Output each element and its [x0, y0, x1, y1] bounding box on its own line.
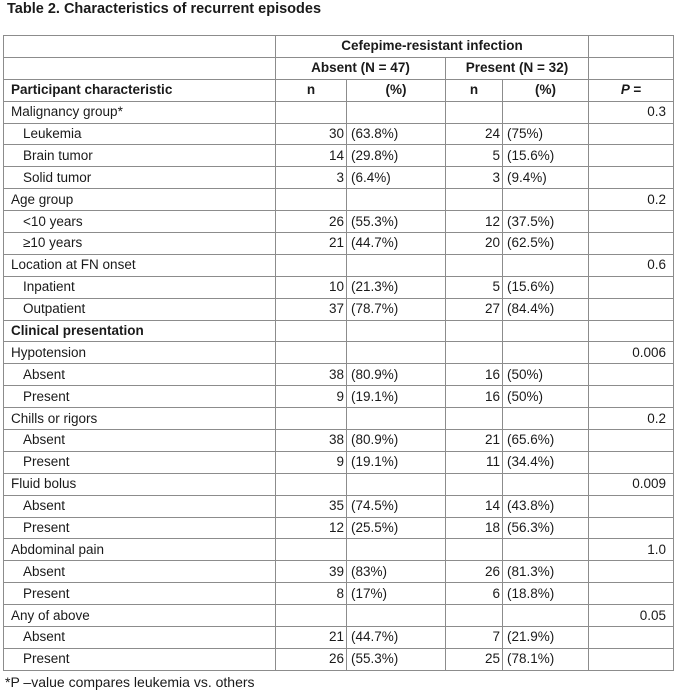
table-row: [4, 517, 674, 539]
present-pct-cell: (75%): [503, 123, 589, 145]
p-value-cell: 0.009: [589, 473, 674, 495]
absent-pct-cell: (6.4%): [347, 167, 446, 189]
absent-n-cell: 9: [276, 386, 347, 408]
absent-pct-cell: (19.1%): [347, 451, 446, 473]
p-value-cell: 0.006: [589, 342, 674, 364]
present-n-cell: [446, 539, 503, 561]
row-group-label: Abdominal pain: [4, 539, 276, 561]
absent-n-cell: [276, 408, 347, 430]
table-row: [4, 276, 674, 298]
row-label: Inpatient: [4, 276, 276, 298]
row-label: Absent: [4, 430, 276, 452]
p-value-cell: [589, 211, 674, 233]
p-value-cell: [589, 233, 674, 255]
present-n-cell: 26: [446, 561, 503, 583]
table-row: [4, 583, 674, 605]
absent-pct-cell: [347, 605, 446, 627]
absent-n-cell: 12: [276, 517, 347, 539]
present-pct-cell: [503, 254, 589, 276]
p-value-cell: [589, 364, 674, 386]
row-label: Present: [4, 451, 276, 473]
p-value-cell: [589, 627, 674, 649]
absent-pct-header: (%): [347, 79, 446, 101]
p-value-cell: [589, 561, 674, 583]
row-group-label: Any of above: [4, 605, 276, 627]
row-label: Present: [4, 517, 276, 539]
row-label: Leukemia: [4, 123, 276, 145]
absent-pct-cell: [347, 254, 446, 276]
present-n-cell: 20: [446, 233, 503, 255]
present-n-cell: 11: [446, 451, 503, 473]
p-value-cell: [589, 583, 674, 605]
table-row: [4, 342, 674, 364]
absent-pct-cell: (29.8%): [347, 145, 446, 167]
table-row: [4, 189, 674, 211]
present-n-cell: [446, 189, 503, 211]
absent-pct-cell: (83%): [347, 561, 446, 583]
p-value-cell: [589, 495, 674, 517]
absent-pct-cell: (44.7%): [347, 233, 446, 255]
present-pct-cell: [503, 189, 589, 211]
p-value-cell: [589, 430, 674, 452]
present-pct-cell: (43.8%): [503, 495, 589, 517]
absent-n-cell: 38: [276, 430, 347, 452]
row-label: Brain tumor: [4, 145, 276, 167]
p-value-cell: 0.3: [589, 101, 674, 123]
row-group-label: Hypotension: [4, 342, 276, 364]
group-header: Cefepime-resistant infection: [276, 36, 589, 58]
present-pct-cell: [503, 101, 589, 123]
row-group-label: Location at FN onset: [4, 254, 276, 276]
row-label: Absent: [4, 627, 276, 649]
table-row: [4, 364, 674, 386]
present-pct-cell: (62.5%): [503, 233, 589, 255]
table-row: [4, 320, 674, 342]
p-value-cell: 0.05: [589, 605, 674, 627]
row-group-label: Clinical presentation: [4, 320, 276, 342]
present-n-cell: 25: [446, 648, 503, 670]
absent-n-cell: 8: [276, 583, 347, 605]
p-value-header: P =: [589, 79, 674, 101]
absent-pct-cell: [347, 342, 446, 364]
participant-characteristic-header: Participant characteristic: [4, 79, 276, 101]
present-n-cell: [446, 254, 503, 276]
present-pct-cell: (78.1%): [503, 648, 589, 670]
p-value-cell: [589, 123, 674, 145]
row-label: Present: [4, 583, 276, 605]
header-row-1: [4, 36, 674, 58]
characteristics-table: [3, 35, 674, 671]
absent-n-cell: [276, 605, 347, 627]
row-label: Present: [4, 386, 276, 408]
table-row: [4, 539, 674, 561]
absent-pct-cell: [347, 408, 446, 430]
present-pct-cell: [503, 320, 589, 342]
absent-n-cell: 9: [276, 451, 347, 473]
present-n-cell: 16: [446, 364, 503, 386]
present-n-cell: 24: [446, 123, 503, 145]
present-pct-header: (%): [503, 79, 589, 101]
table-row: [4, 430, 674, 452]
table-row: [4, 408, 674, 430]
header-blank-cell: [589, 57, 674, 79]
present-pct-cell: [503, 605, 589, 627]
header-blank-cell: [4, 36, 276, 58]
present-n-cell: [446, 605, 503, 627]
row-label: ≥10 years: [4, 233, 276, 255]
present-n-cell: 21: [446, 430, 503, 452]
absent-n-cell: 14: [276, 145, 347, 167]
present-n-cell: 7: [446, 627, 503, 649]
p-value-cell: [589, 145, 674, 167]
absent-n-cell: [276, 189, 347, 211]
row-label: Absent: [4, 561, 276, 583]
present-n-cell: [446, 101, 503, 123]
absent-n-header: n: [276, 79, 347, 101]
p-value-cell: [589, 386, 674, 408]
absent-pct-cell: (17%): [347, 583, 446, 605]
header-row-3: [4, 79, 674, 101]
table-row: [4, 298, 674, 320]
table-row: [4, 167, 674, 189]
absent-n-cell: [276, 254, 347, 276]
present-pct-cell: (56.3%): [503, 517, 589, 539]
present-pct-cell: (81.3%): [503, 561, 589, 583]
table-row: [4, 233, 674, 255]
absent-n-cell: 39: [276, 561, 347, 583]
row-group-label: Chills or rigors: [4, 408, 276, 430]
absent-n-cell: 26: [276, 648, 347, 670]
row-label: Present: [4, 648, 276, 670]
footnote: *P –value compares leukemia vs. others: [5, 674, 255, 690]
present-pct-cell: (15.6%): [503, 145, 589, 167]
absent-n-cell: [276, 473, 347, 495]
absent-n-cell: [276, 320, 347, 342]
present-n-cell: 18: [446, 517, 503, 539]
p-value-cell: [589, 320, 674, 342]
present-pct-cell: (34.4%): [503, 451, 589, 473]
present-pct-cell: (15.6%): [503, 276, 589, 298]
present-pct-cell: [503, 473, 589, 495]
present-n-cell: 14: [446, 495, 503, 517]
absent-pct-cell: (19.1%): [347, 386, 446, 408]
present-pct-cell: (84.4%): [503, 298, 589, 320]
table-row: [4, 145, 674, 167]
present-pct-cell: [503, 408, 589, 430]
table-row: [4, 605, 674, 627]
table-row: [4, 254, 674, 276]
p-value-cell: 0.2: [589, 189, 674, 211]
absent-pct-cell: [347, 320, 446, 342]
p-value-cell: [589, 517, 674, 539]
absent-pct-cell: (55.3%): [347, 648, 446, 670]
present-n-cell: 5: [446, 145, 503, 167]
absent-pct-cell: (74.5%): [347, 495, 446, 517]
row-group-label: Age group: [4, 189, 276, 211]
absent-n-cell: 21: [276, 627, 347, 649]
table-row: [4, 386, 674, 408]
absent-header: Absent (N = 47): [276, 57, 446, 79]
row-label: Absent: [4, 364, 276, 386]
absent-n-cell: 26: [276, 211, 347, 233]
table-row: [4, 627, 674, 649]
absent-pct-cell: (80.9%): [347, 430, 446, 452]
absent-n-cell: 37: [276, 298, 347, 320]
absent-n-cell: 10: [276, 276, 347, 298]
present-pct-cell: (50%): [503, 386, 589, 408]
present-n-header: n: [446, 79, 503, 101]
absent-n-cell: 21: [276, 233, 347, 255]
absent-pct-cell: [347, 473, 446, 495]
row-label: Solid tumor: [4, 167, 276, 189]
absent-n-cell: 35: [276, 495, 347, 517]
absent-pct-cell: (21.3%): [347, 276, 446, 298]
present-n-cell: 16: [446, 386, 503, 408]
header-blank-cell: [589, 36, 674, 58]
p-value-cell: 0.2: [589, 408, 674, 430]
p-value-cell: [589, 451, 674, 473]
present-header: Present (N = 32): [446, 57, 589, 79]
absent-pct-cell: (44.7%): [347, 627, 446, 649]
present-n-cell: [446, 320, 503, 342]
absent-pct-cell: [347, 101, 446, 123]
present-pct-cell: [503, 539, 589, 561]
row-label: Outpatient: [4, 298, 276, 320]
absent-n-cell: [276, 539, 347, 561]
p-value-cell: 1.0: [589, 539, 674, 561]
row-label: Absent: [4, 495, 276, 517]
row-label: <10 years: [4, 211, 276, 233]
table-row: [4, 495, 674, 517]
p-value-cell: [589, 298, 674, 320]
table-row: [4, 123, 674, 145]
absent-pct-cell: (25.5%): [347, 517, 446, 539]
present-n-cell: 12: [446, 211, 503, 233]
p-value-cell: [589, 276, 674, 298]
table-row: [4, 561, 674, 583]
present-pct-cell: (18.8%): [503, 583, 589, 605]
present-pct-cell: (65.6%): [503, 430, 589, 452]
present-pct-cell: (9.4%): [503, 167, 589, 189]
table-title: Table 2. Characteristics of recurrent episodes: [7, 1, 322, 17]
present-n-cell: [446, 473, 503, 495]
absent-pct-cell: [347, 539, 446, 561]
absent-n-cell: 30: [276, 123, 347, 145]
table-row: [4, 648, 674, 670]
header-row-2: [4, 57, 674, 79]
p-value-cell: [589, 167, 674, 189]
absent-n-cell: [276, 342, 347, 364]
row-group-label: Malignancy group*: [4, 101, 276, 123]
row-group-label: Fluid bolus: [4, 473, 276, 495]
table-row: [4, 211, 674, 233]
present-n-cell: [446, 408, 503, 430]
table-row: [4, 473, 674, 495]
absent-pct-cell: (80.9%): [347, 364, 446, 386]
present-pct-cell: (37.5%): [503, 211, 589, 233]
table-row: [4, 101, 674, 123]
present-n-cell: 3: [446, 167, 503, 189]
absent-pct-cell: (63.8%): [347, 123, 446, 145]
table-row: [4, 451, 674, 473]
present-n-cell: 5: [446, 276, 503, 298]
present-pct-cell: (21.9%): [503, 627, 589, 649]
absent-n-cell: 38: [276, 364, 347, 386]
absent-n-cell: [276, 101, 347, 123]
p-value-cell: [589, 648, 674, 670]
present-pct-cell: (50%): [503, 364, 589, 386]
header-blank-cell: [4, 57, 276, 79]
present-pct-cell: [503, 342, 589, 364]
absent-pct-cell: (78.7%): [347, 298, 446, 320]
p-value-cell: 0.6: [589, 254, 674, 276]
present-n-cell: [446, 342, 503, 364]
present-n-cell: 27: [446, 298, 503, 320]
absent-n-cell: 3: [276, 167, 347, 189]
absent-pct-cell: (55.3%): [347, 211, 446, 233]
present-n-cell: 6: [446, 583, 503, 605]
absent-pct-cell: [347, 189, 446, 211]
